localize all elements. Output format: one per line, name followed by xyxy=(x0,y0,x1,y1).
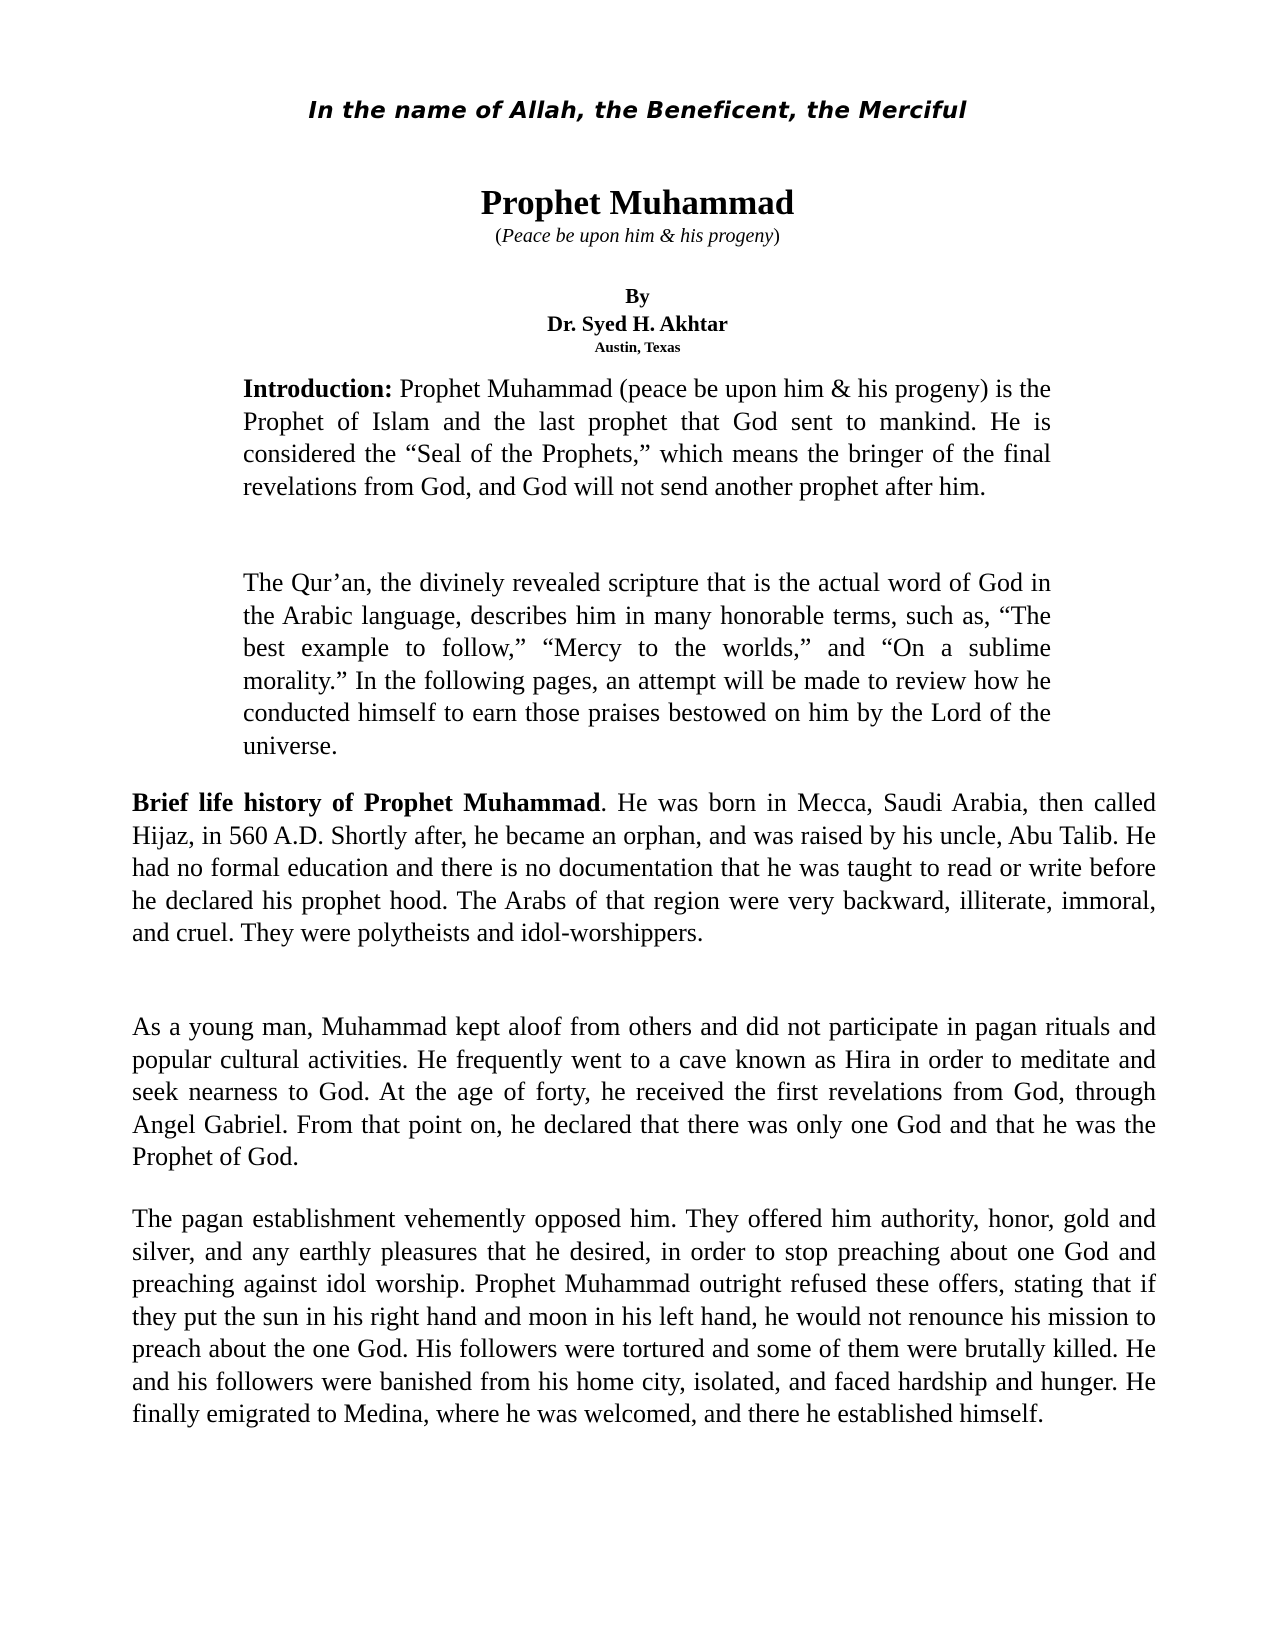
introduction-paragraph xyxy=(243,373,1051,503)
author-name: Dr. Syed H. Akhtar xyxy=(547,311,728,336)
young-man-paragraph: As a young man, Muhammad kept aloof from others and did not participate in pagan rituals and popular cultural activities. He frequently went to a cave known as Hira in order to meditate and seek nearness to God. At the age of forty, he received the first revelations from God, through Angel Gabriel. From that point on, he declared that there was only one God and that he was the Prophet of God. xyxy=(132,1012,1156,1171)
life-history-paragraph xyxy=(132,787,1156,950)
subtitle-open-paren: ( xyxy=(495,225,502,247)
basmala-heading: In the name of Allah, the Beneficent, the Merciful xyxy=(308,98,967,124)
quran-paragraph: The Qur’an, the divinely revealed scripture that is the actual word of God in the Arabic language, describes him in many honorable terms, such as, “The best example to follow,” “Mercy to the worlds,” and “On a sublime morality.” In the following pages, an attempt will be made to review how he conducted himself to earn those praises bestowed on him by the Lord of the universe. xyxy=(243,568,1051,760)
life-history-label: Brief life history of Prophet Muhammad xyxy=(132,788,601,817)
opposition-paragraph: The pagan establishment vehemently opposed him. They offered him authority, honor, gold and silver, and any earthly pleasures that he desired, in order to stop preaching about one God and preaching against idol worship. Prophet Muhammad outright refused these offers, stating that if they put the sun in his right hand and moon in his left hand, he would not renounce his mission to preach about the one God. His followers were tortured and some of them were brutally killed. He and his followers were banished from his home city, isolated, and faced hardship and hunger. He finally emigrated to Medina, where he was welcomed, and there he established himself. xyxy=(132,1204,1156,1428)
page-subtitle xyxy=(0,224,1275,248)
author-location: Austin, Texas xyxy=(594,340,681,356)
subtitle-text: Peace be upon him & his progeny xyxy=(501,225,774,247)
page-title: Prophet Muhammad xyxy=(480,183,795,222)
byline-label: By xyxy=(625,284,650,308)
life-history-text: . He was born in Mecca, Saudi Arabia, then called Hijaz, in 560 A.D. Shortly after, he became an orphan, and was raised by his uncle, Abu Talib. He had no formal education and there is no documentation that he was taught to read or write before he declared his prophet hood. The Arabs of that region were very backward, illiterate, immoral, and cruel. They were polytheists and idol-worshippers. xyxy=(132,788,1156,947)
subtitle-close-paren: ) xyxy=(773,225,780,247)
introduction-label: Introduction: xyxy=(243,374,393,403)
introduction-text: Prophet Muhammad (peace be upon him & his progeny) is the Prophet of Islam and the last prophet that God sent to mankind. He is considered the “Seal of the Prophets,” which means the bringer of the final revelations from God, and God will not send another prophet after him. xyxy=(243,374,1051,501)
